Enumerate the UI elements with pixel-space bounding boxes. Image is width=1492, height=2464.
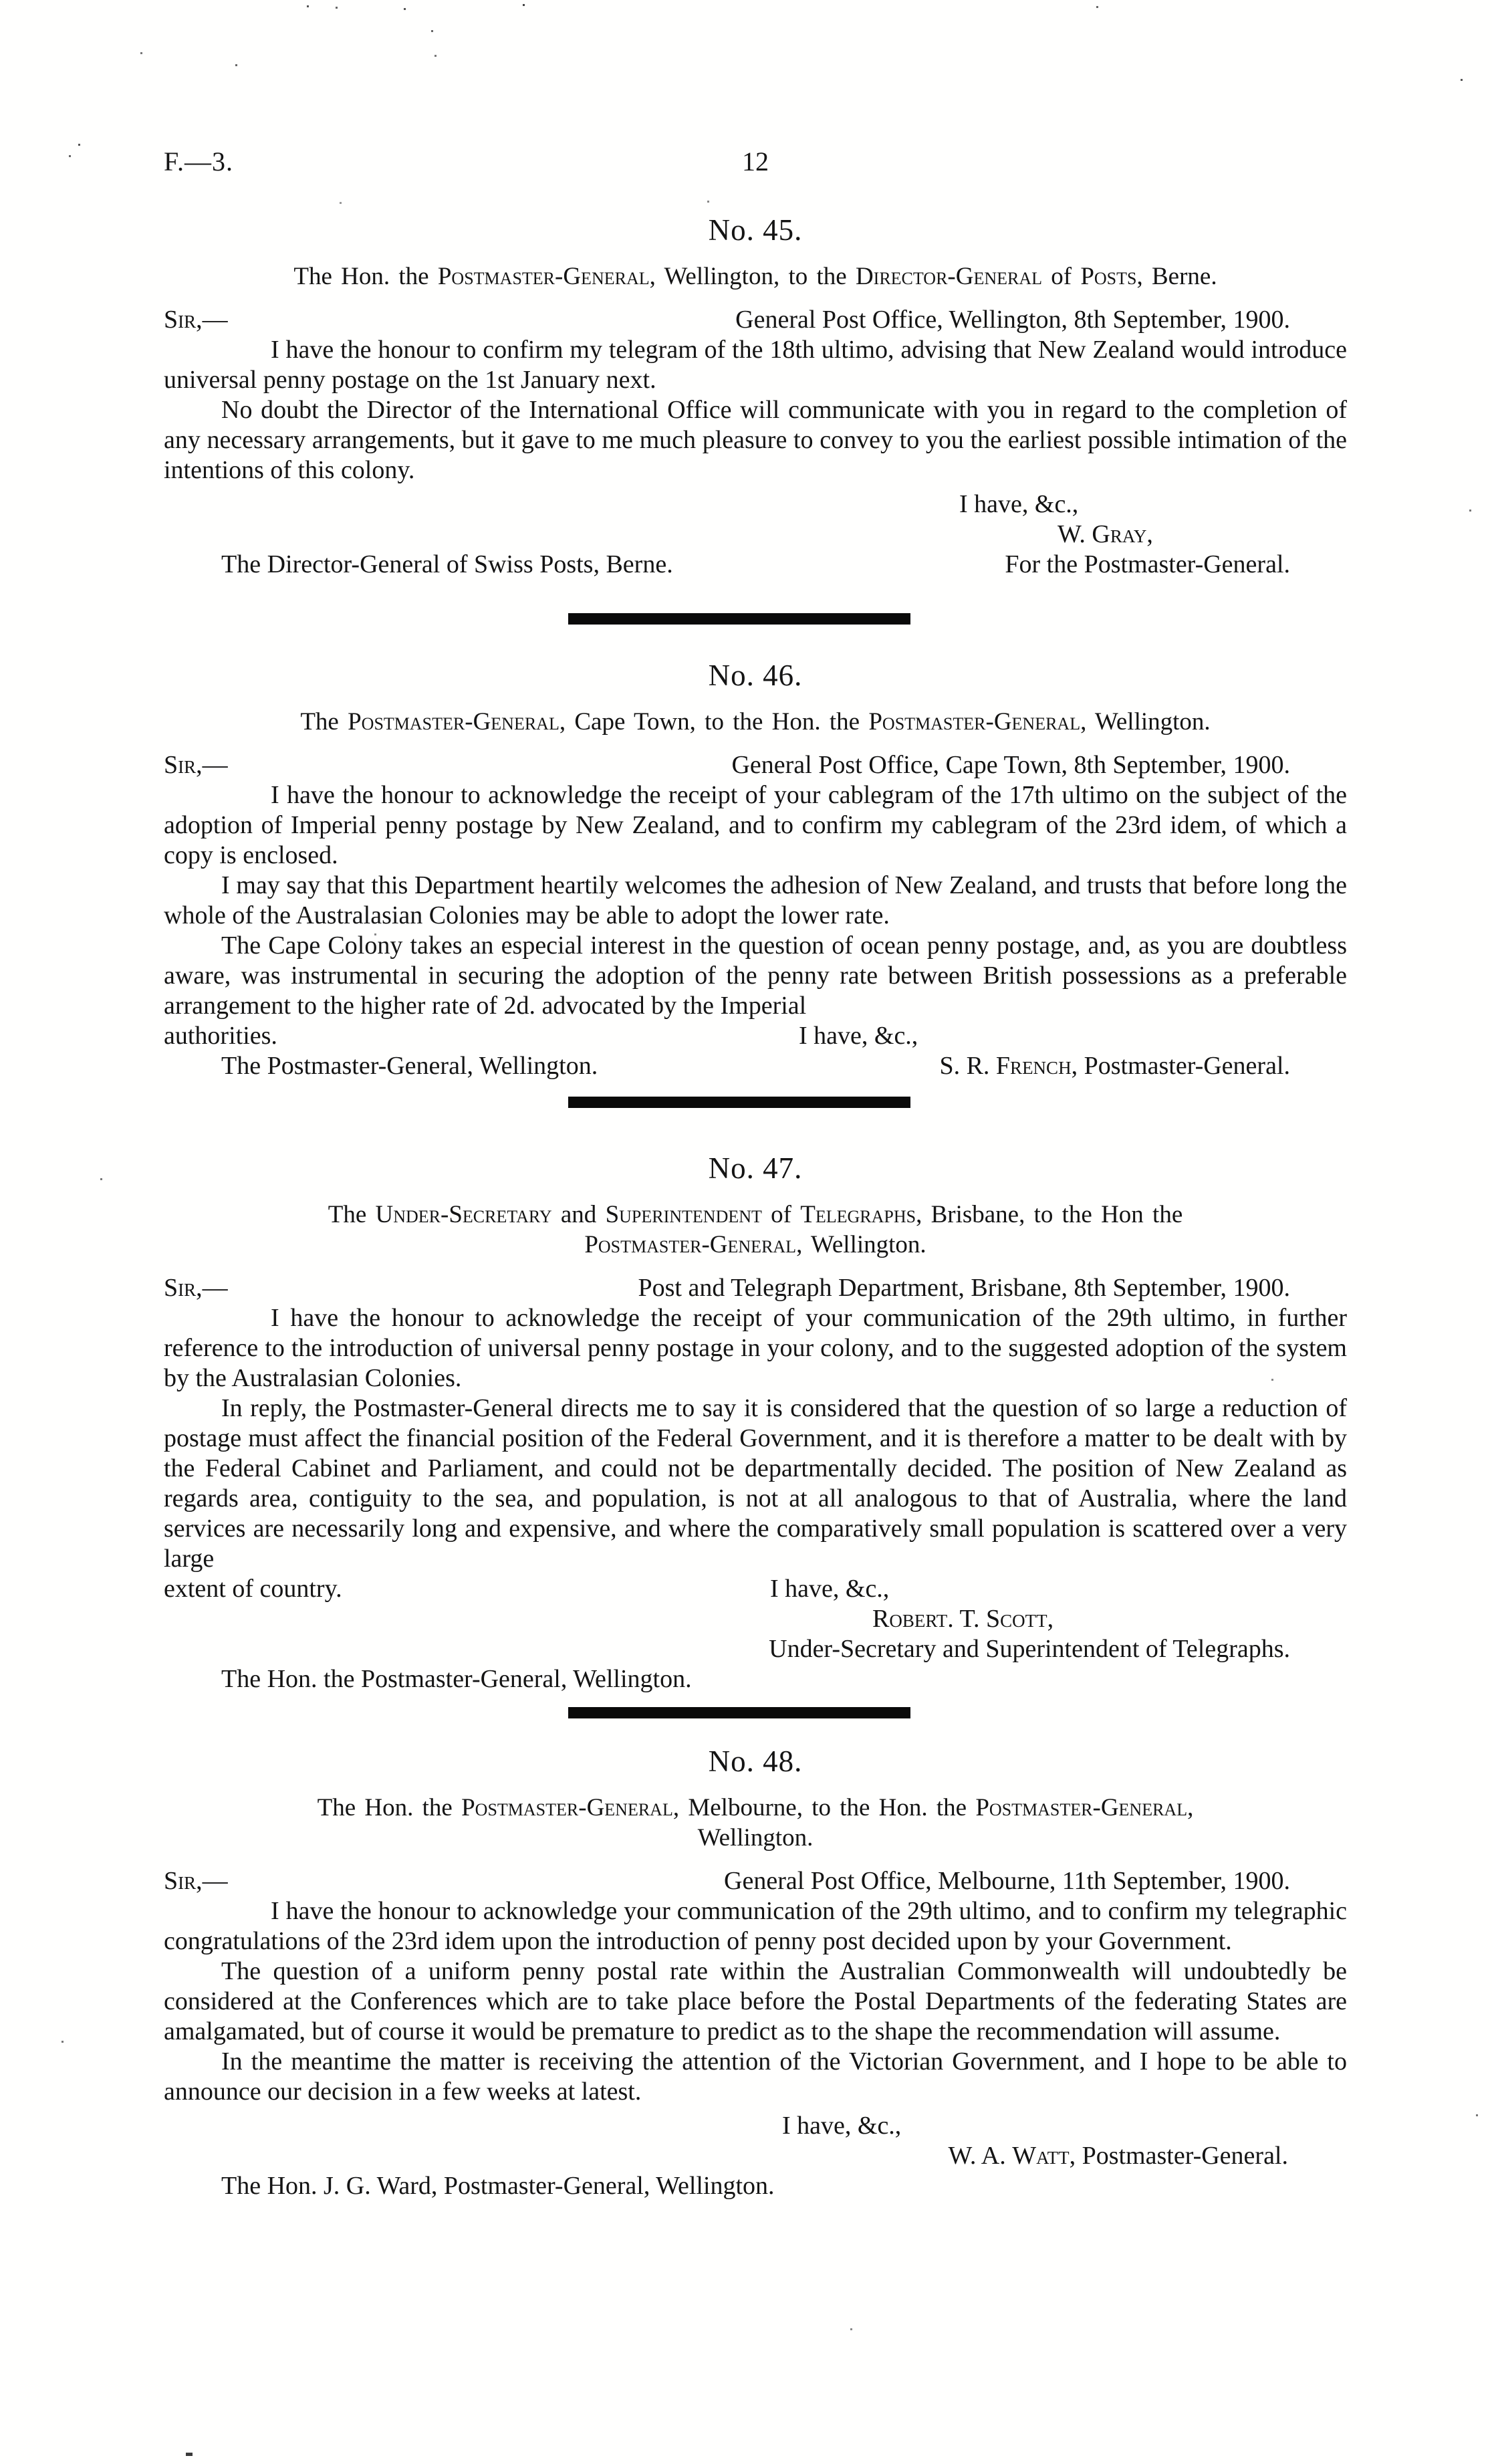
- signature-row: [164, 550, 1347, 580]
- letter-number: No. 46.: [708, 659, 803, 692]
- valediction: I have, &c.,: [959, 490, 1079, 518]
- scan-artifact: [186, 2453, 193, 2456]
- paragraph: I have the honour to acknowledge your communication of the 29th ultimo, and to confirm my telegraphic congratulations of the 23rd idem upon the introduction of penny post decided upon by your Government.: [164, 1897, 1347, 1955]
- paragraph: The Cape Colony takes an especial interest in the question of ocean penny postage, and, as you are doubtless aware, was instrumental in securing the adoption of the penny rate between British possessions as a preferable arrangement to the higher rate of 2d. advocated by the Imperial: [164, 931, 1347, 1020]
- letter-number: No. 48.: [708, 1745, 803, 1778]
- paragraph: I have the honour to acknowledge the receipt of your communication of the 29th ultimo, in further reference to the introduction of universal penny postage in your colony, and to the suggested adoption of the system by the Australasian Colonies.: [164, 1304, 1347, 1392]
- dateline: Post and Telegraph Department, Brisbane, 8th September, 1900.: [638, 1274, 1290, 1302]
- letter-number: No. 45.: [708, 213, 803, 247]
- dateline: General Post Office, Melbourne, 11th September, 1900.: [724, 1867, 1290, 1895]
- signature: Robert. T. Scott,: [872, 1605, 1054, 1633]
- letter-47: [164, 1153, 1347, 1694]
- page-number: 12: [742, 146, 769, 177]
- paragraph: I may say that this Department heartily welcomes the adhesion of New Zealand, and trusts that before long the whole of the Australasian Colonies may be able to adopt the lower rate.: [164, 871, 1347, 929]
- salutation-row: [164, 305, 1347, 335]
- letter-heading: The Under-Secretary and Superintendent of Telegraphs, Brisbane, to the Hon the: [328, 1201, 1183, 1228]
- section-divider: [568, 1097, 910, 1108]
- letter-46: [164, 661, 1347, 1081]
- closing-row: [164, 1574, 1347, 1604]
- salutation: Sir,—: [164, 751, 228, 779]
- signature: S. R. French, Postmaster-General.: [939, 1052, 1290, 1080]
- section-divider: [568, 1707, 910, 1718]
- scan-noise: [0, 0, 2, 2]
- page-header: [164, 146, 1347, 181]
- paragraph-tail: authorities.: [164, 1022, 277, 1050]
- addressee: The Postmaster-General, Wellington.: [221, 1052, 598, 1080]
- signature-role: Under-Secretary and Superintendent of Telegraphs.: [769, 1635, 1290, 1663]
- dateline: General Post Office, Wellington, 8th September, 1900.: [735, 306, 1290, 334]
- paragraph: I have the honour to acknowledge the receipt of your cablegram of the 17th ultimo on the subject of the adoption of Imperial penny postage by New Zealand, and to confirm my cablegram of the 23rd idem, of which a copy is enclosed.: [164, 781, 1347, 869]
- paragraph: I have the honour to confirm my telegram of the 18th ultimo, advising that New Zealand would introduce universal penny postage on the 1st January next.: [164, 336, 1347, 394]
- salutation-row: [164, 750, 1347, 780]
- letter-heading: The Postmaster-General, Cape Town, to the Hon. the Postmaster-General, Wellington.: [300, 708, 1211, 736]
- letter-45: [164, 215, 1347, 580]
- letter-heading: Postmaster-General, Wellington.: [584, 1231, 926, 1258]
- letter-48: [164, 1747, 1347, 2201]
- salutation-row: [164, 1866, 1347, 1896]
- doc-ref: F.—3.: [164, 146, 234, 177]
- paragraph-tail: extent of country.: [164, 1575, 342, 1603]
- paragraph: No doubt the Director of the International Office will communicate with you in regard to the completion of any necessary arrangements, but it gave to me much pleasure to convey to you the earliest possible intimation of the intentions of this colony.: [164, 396, 1347, 484]
- dateline: General Post Office, Cape Town, 8th September, 1900.: [731, 751, 1290, 779]
- salutation-row: [164, 1273, 1347, 1303]
- valediction: I have, &c.,: [799, 1022, 918, 1050]
- salutation: Sir,—: [164, 306, 228, 334]
- paragraph: In reply, the Postmaster-General directs me to say it is considered that the question of so large a reduction of postage must affect the financial position of the Federal Government, and it is therefore a matter to be dealt with by the Federal Cabinet and Parliament, and could not be departmentally decided. The position of New Zealand as regards area, contiguity to the sea, and population, is not at all analogous to that of Australia, where the land services are necessarily long and expensive, and where the comparatively small population is scattered over a very large: [164, 1394, 1347, 1573]
- salutation: Sir,—: [164, 1274, 228, 1302]
- paragraph: In the meantime the matter is receiving the attention of the Victorian Government, and I hope to be able to announce our decision in a few weeks at latest.: [164, 2047, 1347, 2106]
- paragraph: The question of a uniform penny postal rate within the Australian Commonwealth will undoubtedly be considered at the Conferences which are to take place before the Postal Departments of the federating States are amalgamated, but of course it would be premature to predict as to the shape the recommendation will assume.: [164, 1957, 1347, 2045]
- addressee: The Hon. the Postmaster-General, Wellington.: [221, 1665, 692, 1693]
- letter-heading: Wellington.: [697, 1824, 814, 1852]
- addressee: The Director-General of Swiss Posts, Berne.: [221, 550, 673, 578]
- signature-row: [164, 1051, 1347, 1081]
- letter-number: No. 47.: [708, 1151, 803, 1185]
- signature: W. A. Watt, Postmaster-General.: [948, 2142, 1288, 2170]
- signature: W. Gray,: [1058, 520, 1153, 548]
- addressee: The Hon. J. G. Ward, Postmaster-General, Wellington.: [221, 2172, 775, 2200]
- salutation: Sir,—: [164, 1867, 228, 1895]
- signature-role: For the Postmaster-General.: [1005, 550, 1290, 578]
- valediction: I have, &c.,: [782, 2112, 902, 2140]
- closing-row: [164, 1021, 1347, 1051]
- letter-heading: The Hon. the Postmaster-General, Melbourne, to the Hon. the Postmaster-General,: [317, 1794, 1194, 1821]
- valediction: I have, &c.,: [770, 1575, 890, 1603]
- section-divider: [568, 613, 910, 625]
- letter-heading: The Hon. the Postmaster-General, Wellington, to the Director-General of Posts, Berne.: [293, 263, 1217, 290]
